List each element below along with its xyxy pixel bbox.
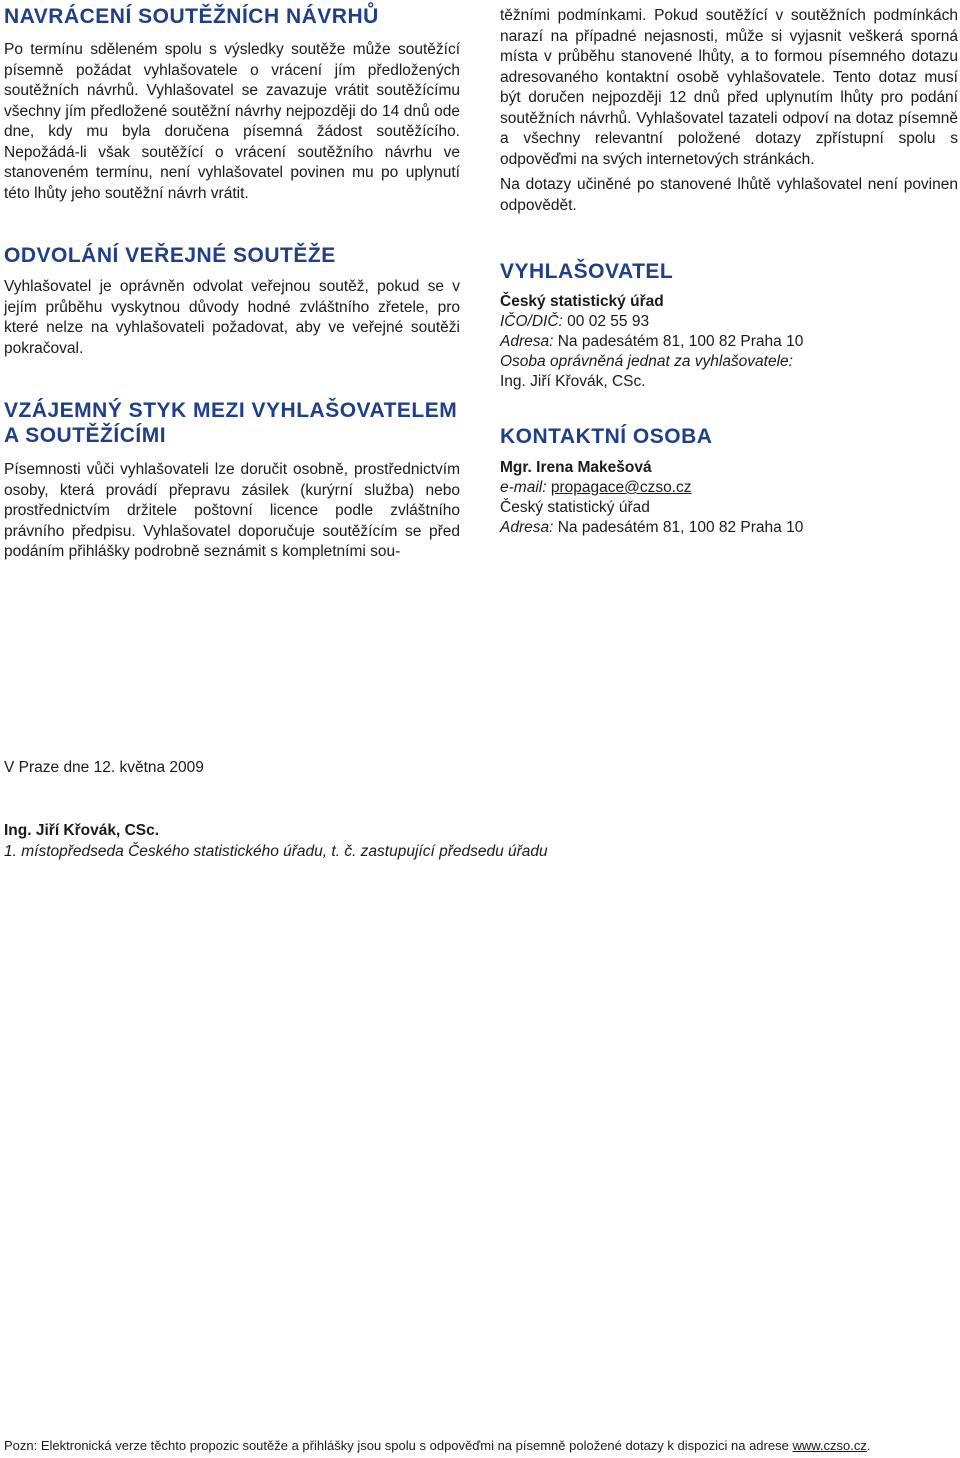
- contact-org: Český statistický úřad: [500, 499, 650, 516]
- heading-line-2: A SOUTĚŽÍCÍMI: [4, 424, 167, 447]
- email-label: e-mail:: [500, 479, 547, 496]
- announcer-ico-row: [500, 312, 803, 332]
- contact-block: [500, 458, 803, 538]
- place-and-date: V Praze dne 12. května 2009: [4, 759, 204, 776]
- authorized-person-name: Ing. Jiří Křovák, CSc.: [500, 373, 646, 390]
- mutual-contact-text: Písemnosti vůči vyhlašovateli lze doručit osobně, prostřednictvím osoby, která provádí přepravu zásilek (kurýrní služba) nebo prostřednictvím držitele poštovní licence podle zvláštního právního předpisu. Vyhlašovatel doporučuje soutěžícím se před podáním přihlášky podrobně seznámit s kompletními sou-: [4, 461, 460, 560]
- website-link[interactable]: www.czso.cz: [792, 1438, 867, 1453]
- footnote-end: .: [866, 1438, 871, 1453]
- cancellation-text: Vyhlašovatel je oprávněn odvolat veřejnou soutěž, pokud se v jejím průběhu vyskytnou důvody hodné zvláštního zřetele, pro které nelze na vyhlašovateli požadovat, aby ve veřejné soutěži pokračoval.: [4, 278, 460, 357]
- section-heading-return-of-designs: NAVRÁCENÍ SOUTĚŽNÍCH NÁVRHŮ: [4, 5, 379, 28]
- heading-line-1: VZÁJEMNÝ STYK MEZI VYHLAŠOVATELEM: [4, 399, 458, 422]
- address-label: Adresa:: [500, 519, 554, 536]
- address-label: Adresa:: [500, 333, 554, 350]
- announcer-block: [500, 292, 803, 392]
- announcer-name: Český statistický úřad: [500, 293, 664, 310]
- section-heading-mutual-contact: [4, 398, 457, 448]
- section-heading-cancellation: ODVOLÁNÍ VEŘEJNÉ SOUTĚŽE: [4, 244, 336, 267]
- signatory-name: Ing. Jiří Křovák, CSc.: [4, 822, 160, 839]
- announcer-address-row: [500, 332, 803, 352]
- mutual-contact-continuation: těžními podmínkami. Pokud soutěžící v soutěžních podmínkách narazí na případné nejasnosti, může si vyjasnit veškerá sporná místa v průběhu stanovené lhůty, a to formou písemného dotazu adresovaného kontaktní osobě vyhlašovatele. Tento dotaz musí být doručen nejpozději 12 dnů před uplynutím lhůty pro podání soutěžních návrhů. Vyhlašovatel tazateli odpoví na dotaz písemně a všechny relevantní položené dotazy zpřístupní spolu s odpověďmi na svých internetových stránkách.: [500, 7, 958, 168]
- ico-label: IČO/DIČ:: [500, 313, 563, 330]
- signatory-role: 1. místopředseda Českého statistického úřadu, t. č. zastupující předsedu úřadu: [4, 843, 548, 860]
- footnote: [4, 1438, 870, 1454]
- address-value: Na padesátém 81, 100 82 Praha 10: [553, 333, 804, 350]
- section-heading-contact-person: KONTAKTNÍ OSOBA: [500, 425, 713, 448]
- return-of-designs-text: Po termínu sděleném spolu s výsledky soutěže může soutěžící písemně požádat vyhlašovatele o vrácení jím předložených soutěžních návrhů. Vyhlašovatel se zavazuje vrátit soutěžícímu všechny jím předložené soutěžní návrhy nejpozději do 14 dnů ode dne, kdy mu byla doručena písemná žádost soutěžícího. Nepožádá-li však soutěžící o vrácení soutěžního návrhu ve stanoveném termínu, není vyhlašovatel povinen mu po uplynutí této lhůty jeho soutěžní návrh vrátit.: [4, 41, 460, 202]
- address-value: Na padesátém 81, 100 82 Praha 10: [553, 519, 804, 536]
- email-link[interactable]: propagace@czso.cz: [550, 479, 692, 496]
- contact-email-row: [500, 478, 803, 498]
- contact-name: Mgr. Irena Makešová: [500, 459, 652, 476]
- late-questions-text: Na dotazy učiněné po stanovené lhůtě vyhlašovatel není povinen odpovědět.: [500, 176, 958, 214]
- ico-value: 00 02 55 93: [562, 313, 650, 330]
- contact-address-row: [500, 518, 803, 538]
- section-heading-announcer: VYHLAŠOVATEL: [500, 260, 674, 283]
- footnote-text: Pozn: Elektronická verze těchto propozic soutěže a přihlášky jsou spolu s odpověďmi na písemně položené dotazy k dispozici na adrese: [4, 1438, 793, 1453]
- authorized-person-label: Osoba oprávněná jednat za vyhlašovatele:: [500, 353, 793, 370]
